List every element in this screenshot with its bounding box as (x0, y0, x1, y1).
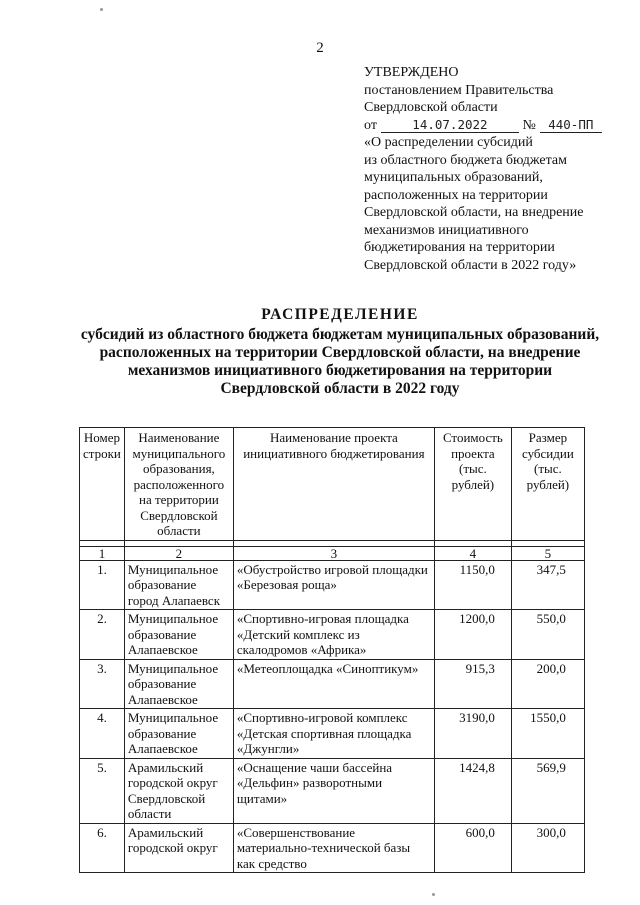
municipality-cell: Муниципальное образование Алапаевское (124, 709, 233, 759)
approval-title: УТВЕРЖДЕНО (364, 65, 459, 80)
subject-line: муниципальных образований, (364, 170, 543, 185)
row-number: 5. (80, 758, 125, 823)
table-row (80, 823, 585, 873)
distribution-table (79, 427, 585, 873)
subject-line: из областного бюджета бюджетам (364, 152, 567, 168)
table-row (80, 560, 585, 610)
page-number: 2 (316, 40, 324, 56)
row-number: 6. (80, 823, 125, 873)
row-number: 4. (80, 709, 125, 759)
municipality-cell: Муниципальное образование город Алапаевск (124, 560, 233, 610)
number-label: № (522, 117, 536, 133)
approval-block (364, 64, 614, 274)
from-label: от (364, 117, 377, 133)
heading-line: субсидий из областного бюджета бюджетам муниципальных образований, (80, 326, 600, 343)
scan-speck (432, 893, 435, 896)
column-number: 3 (233, 546, 434, 560)
approval-date: 14.07.2022 (381, 117, 519, 133)
column-number: 5 (511, 546, 584, 560)
heading-line: механизмов инициативного бюджетирования на территории (127, 362, 553, 379)
table-row (80, 659, 585, 709)
header-project: Наименование проекта инициативного бюджетирования (233, 428, 434, 541)
cost-cell: 1200,0 (434, 610, 511, 660)
subject-line: Свердловской области, на внедрение (364, 205, 584, 220)
subsidy-cell: 1550,0 (511, 709, 584, 759)
municipality-cell: Муниципальное образование Алапаевское (124, 610, 233, 660)
header-subsidy: Размер субсидии (тыс. рублей) (511, 428, 584, 541)
approval-number: 440-ПП (540, 117, 602, 133)
header-cost: Стоимость проекта (тыс. рублей) (434, 428, 511, 541)
row-number: 2. (80, 610, 125, 660)
header-municipality: Наименование муниципального образования, расположенного на территории Свердловской области (124, 428, 233, 541)
cost-cell: 3190,0 (434, 709, 511, 759)
municipality-cell: Арамильский городской округ Свердловской области (124, 758, 233, 823)
subsidy-cell: 569,9 (511, 758, 584, 823)
project-cell: «Совершенствование материально-технической базы как средство (233, 823, 434, 873)
table-header-row (80, 428, 585, 541)
subsidy-cell: 300,0 (511, 823, 584, 873)
subject-line: бюджетирования на территории (364, 240, 555, 255)
table-row (80, 758, 585, 823)
scan-speck (100, 8, 103, 11)
heading-line: расположенных на территории Свердловской области, на внедрение (99, 344, 581, 361)
municipality-cell: Муниципальное образование Алапаевское (124, 659, 233, 709)
project-cell: «Спортивно-игровая площадка «Детский комплекс из скалодромов «Африка» (233, 610, 434, 660)
subject-line: расположенных на территории (364, 187, 548, 203)
project-cell: «Спортивно-игровой комплекс «Детская спортивная площадка «Джунгли» (233, 709, 434, 759)
subsidy-cell: 200,0 (511, 659, 584, 709)
cost-cell: 1150,0 (434, 560, 511, 610)
table-row (80, 709, 585, 759)
column-number: 2 (124, 546, 233, 560)
approval-line-1: постановлением Правительства (364, 82, 554, 98)
heading-line: Свердловской области в 2022 году (220, 380, 460, 397)
approval-date-line (364, 117, 614, 135)
subject-line: «О распределении субсидий (364, 135, 533, 150)
heading-title: РАСПРЕДЕЛЕНИЕ (261, 306, 419, 323)
cost-cell: 1424,8 (434, 758, 511, 823)
subject-line: Свердловской области в 2022 году» (364, 257, 577, 273)
header-row-number: Номер строки (80, 428, 125, 541)
table-row (80, 610, 585, 660)
column-number-row (80, 546, 585, 560)
document-heading (40, 306, 640, 398)
row-number: 1. (80, 560, 125, 610)
cost-cell: 600,0 (434, 823, 511, 873)
project-cell: «Метеоплощадка «Синоптикум» (233, 659, 434, 709)
subject-line: механизмов инициативного (364, 222, 529, 238)
subsidy-cell: 550,0 (511, 610, 584, 660)
project-cell: «Оснащение чаши бассейна «Дельфин» разворотными щитами» (233, 758, 434, 823)
column-number: 1 (80, 546, 125, 560)
column-number: 4 (434, 546, 511, 560)
project-cell: «Обустройство игровой площадки «Березовая роща» (233, 560, 434, 610)
row-number: 3. (80, 659, 125, 709)
municipality-cell: Арамильский городской округ (124, 823, 233, 873)
subsidy-cell: 347,5 (511, 560, 584, 610)
approval-line-2: Свердловской области (364, 100, 498, 115)
cost-cell: 915,3 (434, 659, 511, 709)
